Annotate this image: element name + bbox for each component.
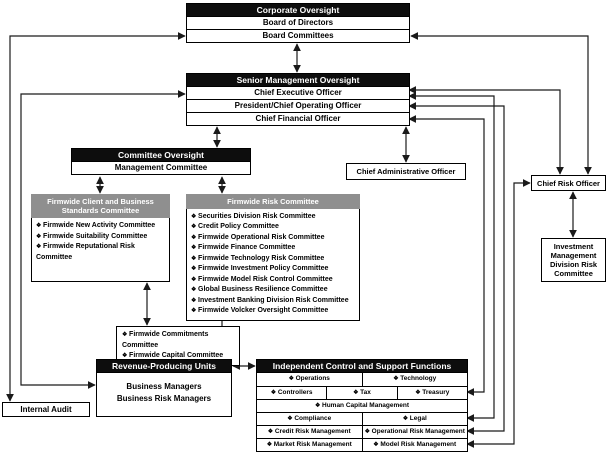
corporate-row: Board of Directors [186,17,410,30]
corporate-oversight-header: Corporate Oversight [186,3,410,17]
icsf-cell: ❖ Controllers [257,387,326,399]
internal-audit-label: Internal Audit [20,405,72,414]
frc-item: ❖ Firmwide Investment Policy Committee [191,264,357,275]
rpu-row: Business Risk Managers [116,394,212,403]
frc-item: ❖ Firmwide Volcker Oversight Committee [191,306,357,317]
committee-oversight-rows [71,162,251,175]
internal-audit-box [2,402,90,417]
icsf-cell: ❖ Market Risk Management [257,439,362,451]
icsf-cell: ❖ Treasury [397,387,467,399]
fcbsc-body [31,218,170,282]
arrow-riskmgmt-cro [467,183,530,444]
frc-body [186,209,360,321]
committee-oversight-box [71,148,251,175]
icsf-row-6 [257,438,467,451]
senior-row: President/Chief Operating Officer [186,100,410,113]
chief-risk-officer-label: Chief Risk Officer [537,178,600,188]
icsf-body [256,373,468,452]
frc-item: ❖ Investment Banking Division Risk Committee [191,296,357,307]
icsf-cell: ❖ Tax [326,387,396,399]
senior-management-header: Senior Management Oversight [186,73,410,87]
frc-item: ❖ Firmwide Operational Risk Committee [191,233,357,244]
rpu-body [96,373,232,417]
icsf-row-5 [257,425,467,438]
fcbsc-item: ❖ Firmwide Reputational Risk Committee [36,242,167,263]
frc-item: ❖ Credit Policy Committee [191,222,357,233]
icsf-cell: ❖ Operations [257,373,362,386]
icsf-cell: ❖ Legal [362,413,468,425]
icsf-row-3 [257,399,467,412]
commitments-item: ❖ Firmwide Capital Committee [122,351,236,362]
commitments-items [122,330,236,362]
frc-item: ❖ Firmwide Technology Risk Committee [191,254,357,265]
committee-oversight-header: Committee Oversight [71,148,251,162]
frc-item: ❖ Global Business Resilience Committee [191,285,357,296]
firmwide-client-business-standards-box [31,194,170,282]
revenue-producing-units-box [96,359,232,417]
arrow-controllers-cfo [409,119,484,392]
chief-administrative-officer-label: Chief Administrative Officer [356,167,456,176]
icsf-row-4 [257,412,467,425]
frc-item: ❖ Firmwide Finance Committee [191,243,357,254]
firmwide-risk-committee-box [186,194,360,321]
icsf-cell: ❖ Model Risk Management [362,439,468,451]
chief-administrative-officer-box [346,163,466,180]
frc-item: ❖ Firmwide Model Risk Control Committee [191,275,357,286]
commitments-item: ❖ Firmwide Commitments Committee [122,330,236,351]
icsf-cell: ❖ Human Capital Management [257,400,467,412]
fcbsc-item: ❖ Firmwide New Activity Committee [36,221,167,232]
frc-header: Firmwide Risk Committee [186,194,360,209]
senior-row: Chief Financial Officer [186,113,410,126]
committee-row: Management Committee [71,162,251,175]
fcbsc-item: ❖ Firmwide Suitability Committee [36,232,167,243]
icsf-cell: ❖ Technology [362,373,468,386]
corporate-row: Board Committees [186,30,410,43]
corporate-oversight-box [186,3,410,43]
senior-row: Chief Executive Officer [186,87,410,100]
investment-management-division-risk-committee-box [541,238,606,282]
independent-control-support-functions-box [256,359,468,452]
frc-item: ❖ Securities Division Risk Committee [191,212,357,223]
icsf-row-2 [257,386,467,399]
chief-risk-officer-box [531,175,606,191]
icsf-header: Independent Control and Support Functions [256,359,468,373]
icsf-cell: ❖ Compliance [257,413,362,425]
icsf-cell: ❖ Operational Risk Management [362,426,468,438]
icsf-cell: ❖ Credit Risk Management [257,426,362,438]
corporate-oversight-rows [186,17,410,43]
imd-risk-committee-label: Investment Management Division Risk Committee [549,242,598,278]
icsf-row-1 [257,373,467,386]
senior-management-oversight-box [186,73,410,126]
arrow-cro-boardcommittees [411,36,588,174]
rpu-header: Revenue-Producing Units [96,359,232,373]
fcbsc-header: Firmwide Client and Business Standards Committee [31,194,170,218]
rpu-row: Business Managers [126,382,202,391]
senior-management-rows [186,87,410,126]
